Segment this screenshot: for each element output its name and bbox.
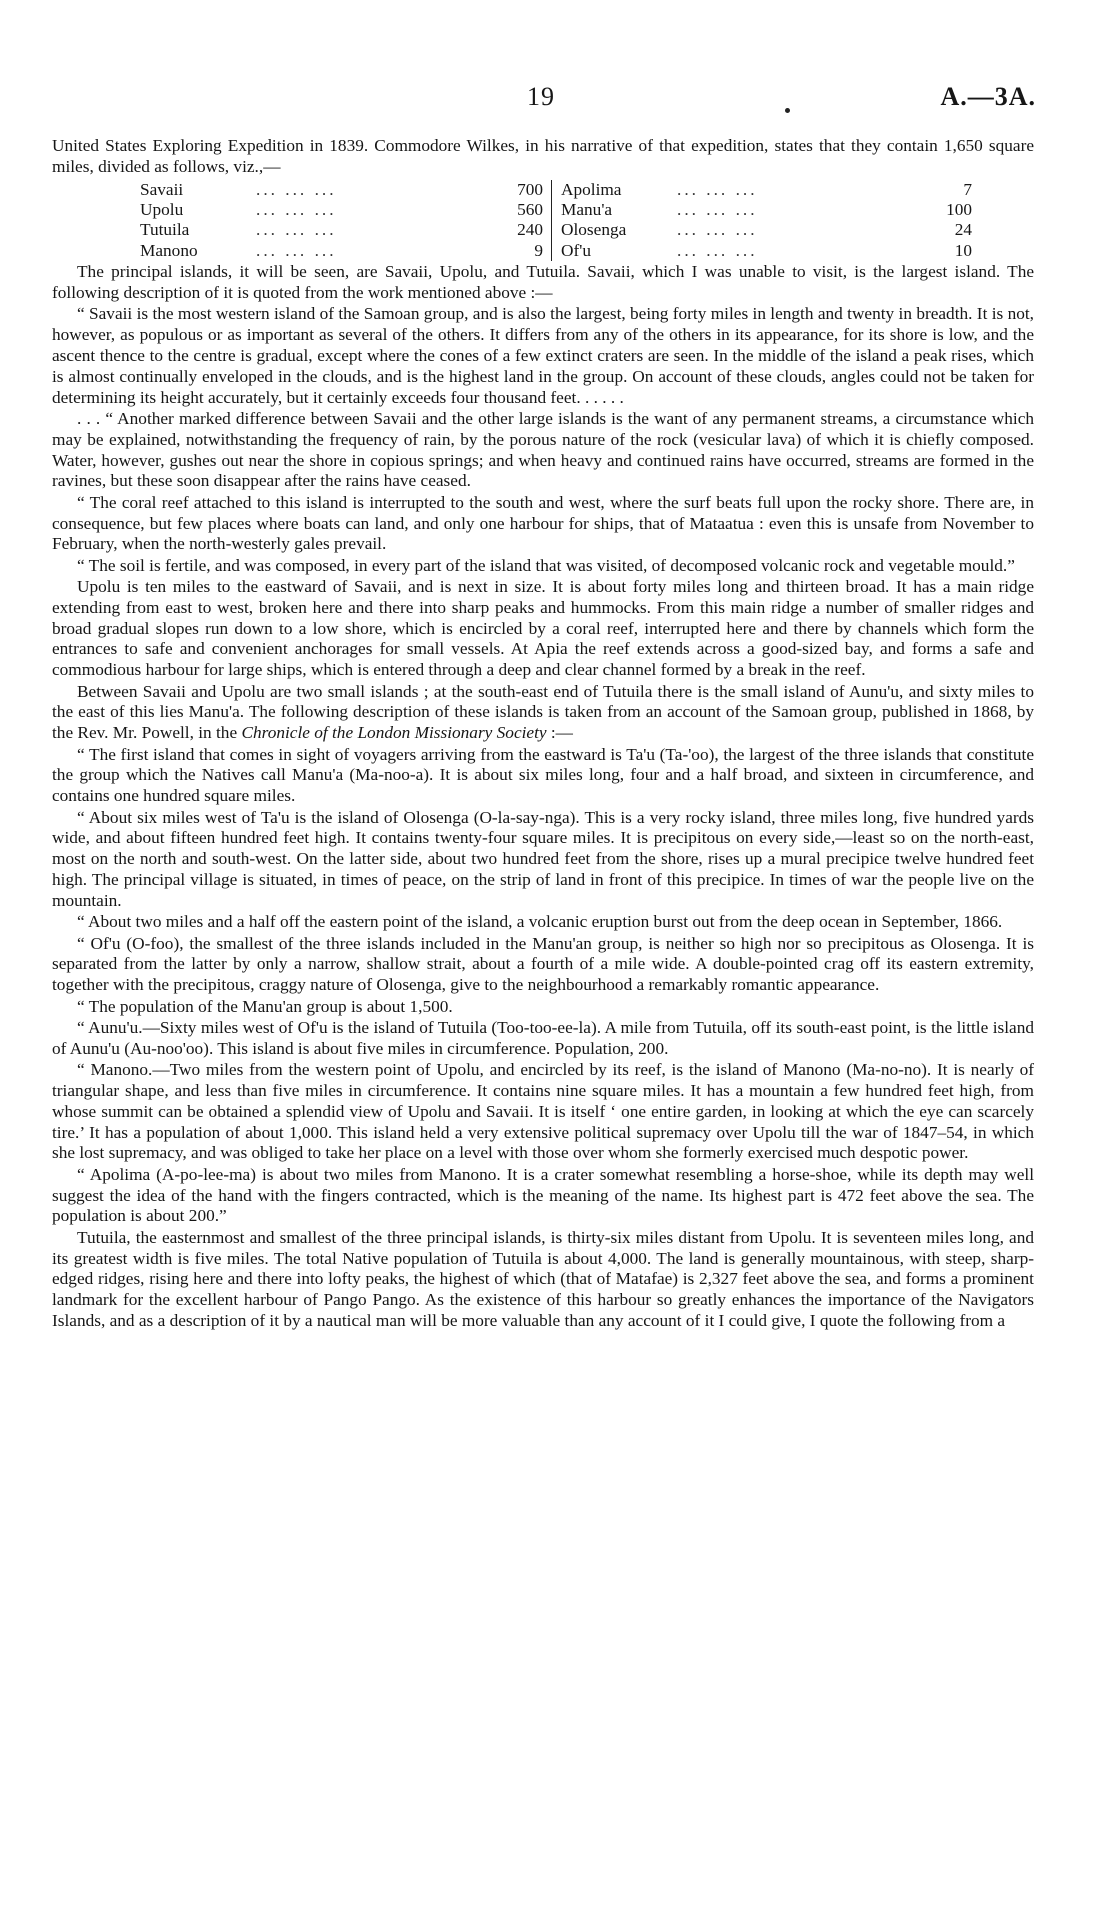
small-islands-tail: :— xyxy=(546,723,573,743)
leader-dots: ... ... ... xyxy=(256,199,337,219)
area-column-right xyxy=(552,180,972,262)
body-text xyxy=(52,136,1034,1332)
area-row xyxy=(561,200,972,220)
paragraph-tau: “ The first island that comes in sight of voyagers arriving from the eastward is Ta'u (Ta-'oo), the largest of the three islands that constitute the group which the Natives call Manu'a (Ma-noo-a). It is about six miles long, four and a half broad, and sixteen in circumference, and contains one hundred square miles. xyxy=(52,744,1034,806)
area-row xyxy=(140,180,543,200)
paragraph-manuan-population: “ The population of the Manu'an group is about 1,500. xyxy=(77,996,453,1016)
paragraph-aunuu: “ Aunu'u.—Sixty miles west of Of'u is the island of Tutuila (Too-too-ee-la). A mile from Tutuila, off its south-east point, is the little island of Aunu'u (Au-noo'oo). This island is about five miles in circumference. Population, 200. xyxy=(52,1017,1034,1058)
island-name: Upolu xyxy=(140,199,184,219)
page-header xyxy=(0,82,1114,122)
area-row xyxy=(140,200,543,220)
intro-paragraph: United States Exploring Expedition in 1839. Commodore Wilkes, in his narrative of that expedition, states that they contain 1,650 square miles, divided as follows, viz.,— xyxy=(52,136,1034,176)
paragraph-ofu: “ Of'u (O-foo), the smallest of the three islands included in the Manu'an group, is neither so high nor so precipitous as Olosenga. It is separated from the latter by only a narrow, shallow strait, about a fourth of a mile wide. A double-pointed crag off its eastern extremity, together with the precipitous, craggy nature of Olosenga, give to the neighbourhood a remarkably romantic appearance. xyxy=(52,933,1034,995)
island-name: Of'u xyxy=(561,240,591,260)
island-area-value: 560 xyxy=(517,199,543,219)
paragraph-eruption: “ About two miles and a half off the eastern point of the island, a volcanic eruption burst out from the deep ocean in September, 1866. xyxy=(77,912,1003,932)
area-row xyxy=(140,241,543,261)
paragraph-savaii-description: “ Savaii is the most western island of the Samoan group, and is also the largest, being forty miles in length and twenty in breadth. It is not, however, as populous or as important as several of the others. It differs from any of the others in its appearance, for its shore is low, and the ascent thence to the centre is gradual, except where the cones of a few extinct craters are seen. In the middle of the island a peak rises, which is almost continually enveloped in the clouds, and is the highest land in the group. On account of these clouds, angles could not be taken for determining its height accurately, but it certainly exceeds four thousand feet. . . . . . xyxy=(52,304,1034,407)
area-row xyxy=(140,220,543,240)
leader-dots: ... ... ... xyxy=(677,179,758,199)
area-row xyxy=(561,241,972,261)
leader-dots: ... ... ... xyxy=(677,199,758,219)
paragraph-manono: “ Manono.—Two miles from the western point of Upolu, and encircled by its reef, is the island of Manono (Ma-no-no). It is nearly of triangular shape, and less than five miles in circumference. It contains nine square miles. It has a mountain a few hundred feet high, from whose summit can be obtained a splendid view of Upolu and Savaii. It is itself ‘ one entire garden, in looking at which the eye can scarcely tire.’ It has a population of about 1,000. This island held a very extensive political supremacy over Upolu till the war of 1847–54, in which she lost supremacy, and was obliged to take her place on a level with those over whom she formerly exercised much despotic power. xyxy=(52,1060,1034,1163)
page-number: 19 xyxy=(527,82,555,111)
leader-dots: ... ... ... xyxy=(256,179,337,199)
small-islands-text: Between Savaii and Upolu are two small islands ; at the south-east end of Tutuila there is the small island of Aunu'u, and sixty miles to the east of this lies Manu'a. The following description of these islands is taken from an account of the Samoan group, published in 1868, by the Rev. Mr. Powell, in the xyxy=(52,681,1034,743)
paragraph-upolu: Upolu is ten miles to the eastward of Savaii, and is next in size. It is about forty miles long and thirteen broad. It has a main ridge extending from east to west, broken here and there into sharp peaks and hummocks. From this main ridge a number of smaller ridges and broad gradual slopes run down to a low shore, which is encircled by a coral reef, interrupted here and there by channels which form the entrances to safe and convenient anchorages for small vessels. At Apia the reef extends across a good-sized bay, and forms a safe and commodious harbour for large ships, which is entered through a deep and clear channel formed by a break in the reef. xyxy=(52,577,1034,680)
island-area-value: 700 xyxy=(517,179,543,199)
leader-dots: ... ... ... xyxy=(256,240,337,260)
island-name: Apolima xyxy=(561,179,622,199)
paragraph-olosenga: “ About six miles west of Ta'u is the island of Olosenga (O-la-say-nga). This is a very rocky island, three miles long, five hundred yards wide, and about fifteen hundred feet high. It contains twenty-four square miles. It is precipitous on every side,—least so on the north-east, most on the north and south-west. On the latter side, about two hundred feet from the shore, rises up a mural precipice twelve hundred feet high. The principal village is situated, in times of peace, on the strip of land in front of this precipice. In times of war the people live on the mountain. xyxy=(52,807,1034,910)
area-row xyxy=(561,220,972,240)
paragraph-small-islands xyxy=(52,682,1034,744)
island-name: Olosenga xyxy=(561,220,627,240)
paragraph-savaii-streams: . . . “ Another marked difference between Savaii and the other large islands is the want of any permanent streams, a circumstance which may be explained, notwithstanding the frequency of rain, by the porous nature of the rock (vesicular lava) of which it is chiefly composed. Water, however, gushes out near the shore in copious springs; and when heavy and continued rains have occurred, streams are formed in the ravines, but these soon disappear after the rains have ceased. xyxy=(52,408,1034,491)
printing-speck xyxy=(785,108,790,113)
publication-title: Chronicle of the London Missionary Society xyxy=(241,723,547,743)
island-area-value: 100 xyxy=(946,199,972,219)
leader-dots: ... ... ... xyxy=(677,240,758,260)
paragraph-apolima: “ Apolima (A-po-lee-ma) is about two miles from Manono. It is a crater somewhat resembling a horse-shoe, while its depth may well suggest the idea of the hand with the fingers contracted, which is the meaning of the name. Its highest part is 472 feet above the sea. The population is about 200.” xyxy=(52,1164,1034,1226)
island-area-value: 7 xyxy=(963,179,972,199)
island-area-value: 9 xyxy=(534,240,543,260)
document-reference: A.—3A. xyxy=(940,82,1036,111)
island-area-value: 24 xyxy=(954,220,972,240)
area-row xyxy=(561,180,972,200)
island-name: Manono xyxy=(140,240,198,260)
leader-dots: ... ... ... xyxy=(677,220,758,240)
paragraph-principal-islands: The principal islands, it will be seen, are Savaii, Upolu, and Tutuila. Savaii, which I was unable to visit, is the largest island. The following description of it is quoted from the work mentioned above :— xyxy=(52,262,1034,302)
island-area-value: 240 xyxy=(517,220,543,240)
island-name: Savaii xyxy=(140,179,184,199)
leader-dots: ... ... ... xyxy=(256,220,337,240)
island-area-value: 10 xyxy=(954,240,972,260)
paragraph-soil: “ The soil is fertile, and was composed, in every part of the island that was visited, of decomposed volcanic rock and vegetable mould.” xyxy=(77,555,1015,575)
area-column-left xyxy=(140,180,552,262)
island-area-table xyxy=(140,180,1034,262)
island-name: Manu'a xyxy=(561,199,613,219)
paragraph-coral-reef: “ The coral reef attached to this island is interrupted to the south and west, where the surf beats full upon the rocky shore. There are, in consequence, but few places where boats can land, and only one harbour for ships, that of Mataatua : even this is unsafe from November to February, when the north-westerly gales prevail. xyxy=(52,492,1034,554)
paragraph-tutuila: Tutuila, the easternmost and smallest of the three principal islands, is thirty-six miles distant from Upolu. It is seventeen miles long, and its greatest width is five miles. The total Native population of Tutuila is about 4,000. The land is generally mountainous, with steep, sharp-edged ridges, rising here and there into lofty peaks, the highest of which (that of Matafae) is 2,327 feet above the sea, and forms a prominent landmark for the excellent harbour of Pango Pango. As the existence of this harbour so greatly enhances the importance of the Navigators Islands, and as a description of it by a nautical man will be more valuable than any account of it I could give, I quote the following from a xyxy=(52,1227,1034,1330)
island-name: Tutuila xyxy=(140,220,190,240)
